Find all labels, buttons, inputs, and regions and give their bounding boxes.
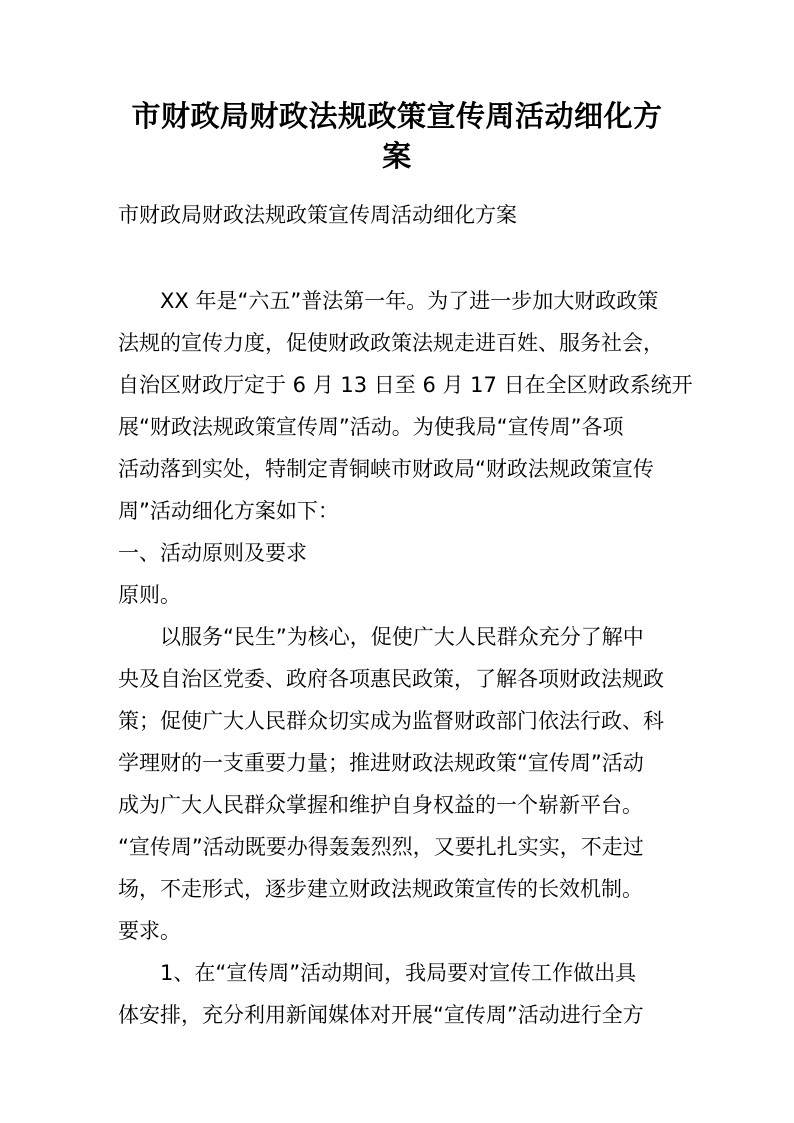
section-heading: 一、活动原则及要求 <box>118 541 307 565</box>
paragraph-line: 央及自治区党委、政府各项惠民政策，了解各项财政法规政 <box>118 667 664 691</box>
subsection-heading: 原则。 <box>118 583 181 607</box>
paragraph-line: 以服务“民生”为核心，促使广大人民群众充分了解中 <box>160 625 644 649</box>
paragraph-line: 学理财的一支重要力量；推进财政法规政策“宣传周”活动 <box>118 751 644 775</box>
paragraph-line: 体安排，充分利用新闻媒体对开展“宣传周”活动进行全方 <box>118 1003 644 1027</box>
paragraph-line: 自治区财政厅定于 6 月 13 日至 6 月 17 日在全区财政系统开 <box>118 373 693 397</box>
paragraph-line: 策；促使广大人民群众切实成为监督财政部门依法行政、科 <box>118 709 664 733</box>
paragraph-line: “宣传周”活动既要办得轰轰烈烈，又要扎扎实实，不走过 <box>118 835 644 859</box>
paragraph-line: 1、在“宣传周”活动期间，我局要对宣传工作做出具 <box>160 961 637 985</box>
paragraph-line: 场，不走形式，逐步建立财政法规政策宣传的长效机制。 <box>118 877 643 901</box>
paragraph-line: 周”活动细化方案如下： <box>118 499 339 523</box>
paragraph-line: 展“财政法规政策宣传周”活动。为使我局“宣传周”各项 <box>118 415 624 439</box>
title-line-2: 案 <box>382 139 412 173</box>
paragraph-line: 成为广大人民群众掌握和维护自身权益的一个崭新平台。 <box>118 793 643 817</box>
paragraph-line: 法规的宣传力度，促使财政政策法规走进百姓、服务社会， <box>118 331 664 355</box>
document-subtitle: 市财政局财政法规政策宣传周活动细化方案 <box>118 203 517 227</box>
paragraph-line: 活动落到实处，特制定青铜峡市财政局“财政法规政策宣传 <box>118 457 654 481</box>
paragraph-line: XX 年是“六五”普法第一年。为了进一步加大财政政策 <box>160 289 659 313</box>
title-line-1: 市财政局财政法规政策宣传周活动细化方 <box>131 99 663 133</box>
subsection-heading: 要求。 <box>118 919 181 943</box>
document-title <box>118 96 676 176</box>
